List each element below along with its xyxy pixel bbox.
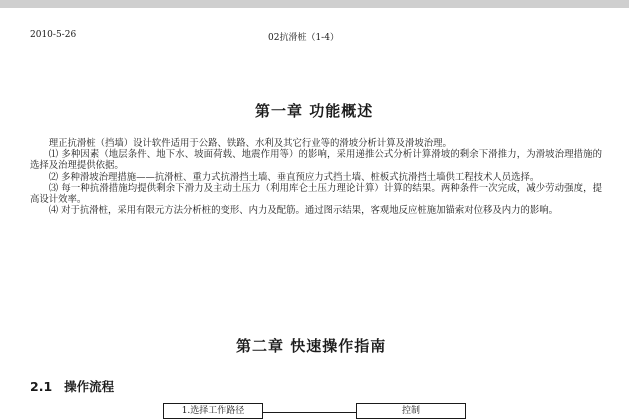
paragraph-item-4: ⑷ 对于抗滑桩，采用有限元方法分析桩的变形、内力及配筋。通过图示结果，客观地反应桩施加锚索对位移及内力的影响。 <box>48 205 559 217</box>
paragraph-item-3: ⑶ 每一种抗滑措施均提供剩余下滑力及主动土压力（利用库仑土压力理论计算）计算的结果。两种条件一次完成，减少劳动强度，提高设计效率。 <box>30 182 602 206</box>
paragraph-item-2: ⑵ 多种滑坡治理措施——抗滑桩、重力式抗滑挡土墙、垂直预应力式挡土墙、桩板式抗滑挡土墙供工程技术人员选择。 <box>48 171 540 183</box>
header-title: 02抗滑桩（1-4） <box>268 33 339 43</box>
section-2-1-heading <box>30 377 114 395</box>
paragraph-intro: 理正抗滑桩（挡墙）设计软件适用于公路、铁路、水利及其它行业等的滑坡分析计算及滑坡治理。 <box>48 138 452 149</box>
flowchart-connector <box>262 412 356 413</box>
paragraph-item-1: ⑴ 多种因素（地层条件、地下水、坡面荷载、地震作用等）的影响，采用递推公式分析计算滑坡的剩余下滑推力，为滑坡治理措施的选择及治理提供依据。 <box>30 149 602 172</box>
top-scroll-bar <box>0 0 629 8</box>
section-title: 操作流程 <box>64 379 115 394</box>
chapter-1-body <box>30 138 602 216</box>
flowchart-step-select-path: 1.选择工作路径 <box>163 403 263 419</box>
chapter-1-title: 第一章 功能概述 <box>255 102 374 120</box>
chapter-2-title: 第二章 快速操作指南 <box>236 337 387 355</box>
header-date: 2010-5-26 <box>30 30 77 40</box>
document-page <box>0 8 629 416</box>
section-number: 2.1 <box>30 379 53 394</box>
flowchart-step-control: 控制 <box>356 403 466 419</box>
